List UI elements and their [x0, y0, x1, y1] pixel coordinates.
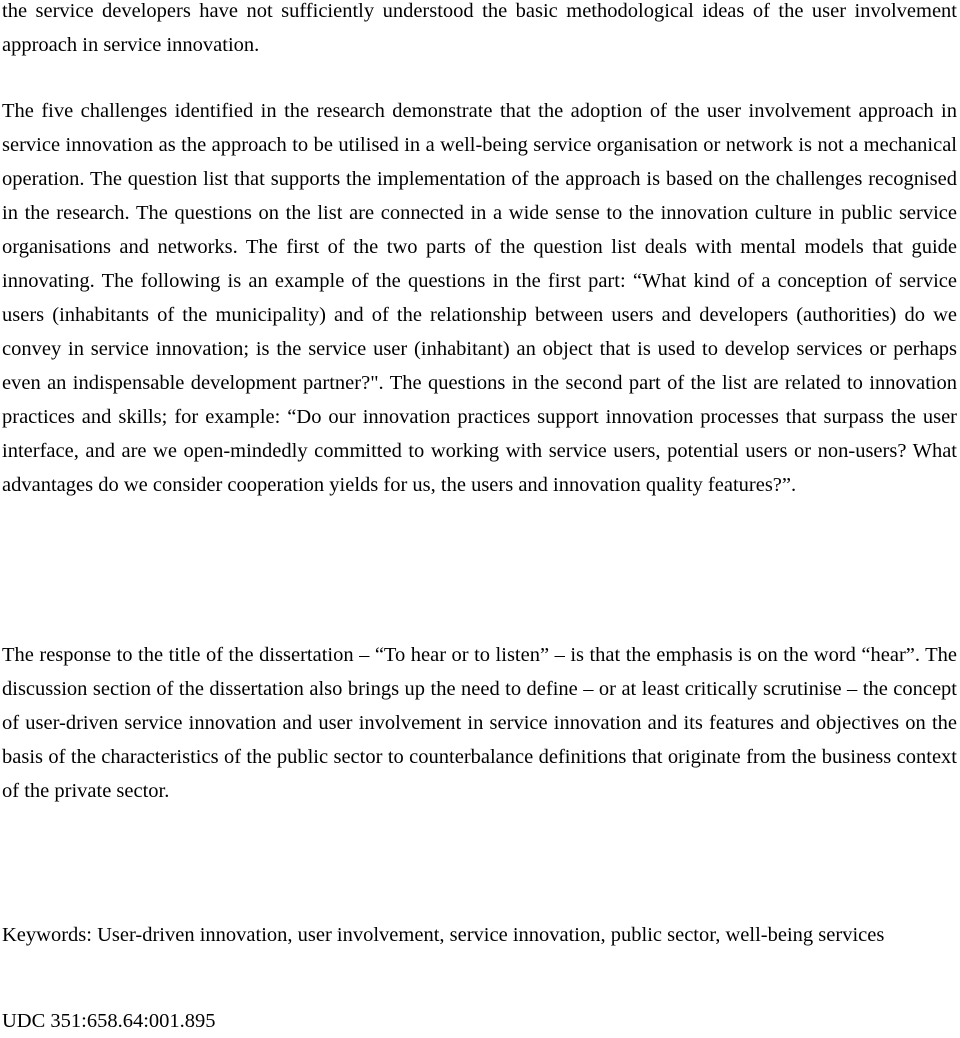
paragraph-intro-continuation: the service developers have not sufficiently understood the basic methodological ideas of the user involvement approach in service innovation.	[2, 0, 957, 56]
paragraph-response: The response to the title of the dissertation – “To hear or to listen” – is that the emphasis is on the word “hear”. The discussion section of the dissertation also brings up the need to define – or at least critically scrutinise – the concept of user-driven service innovation and user involvement in service innovation and its features and objectives on the basis of the characteristics of the public sector to counterbalance definitions that originate from the business context of the private sector.	[2, 644, 957, 802]
paragraph-challenges: The five challenges identified in the research demonstrate that the adoption of the user involvement approach in service innovation as the approach to be utilised in a well-being service organisation or network is not a mechanical operation. The question list that supports the implementation of the approach is based on the challenges recognised in the research. The questions on the list are connected in a wide sense to the innovation culture in public service organisations and networks. The first of the two parts of the question list deals with mental models that guide innovating. The following is an example of the questions in the first part: “What kind of a conception of service users (inhabitants of the municipality) and of the relationship between users and developers (authorities) do we convey in service innovation; is the service user (inhabitant) an object that is used to develop services or perhaps even an indispensable development partner?". The questions in the second part of the list are related to innovation practices and skills; for example: “Do our innovation practices support innovation processes that surpass the user interface, and are we open-mindedly committed to working with service users, potential users or non-users? What advantages do we consider cooperation yields for us, the users and innovation quality features?”.	[2, 100, 957, 496]
udc-code: UDC 351:658.64:001.895	[2, 1010, 216, 1032]
keywords: Keywords: User-driven innovation, user involvement, service innovation, public sector, well-being services	[2, 924, 885, 946]
